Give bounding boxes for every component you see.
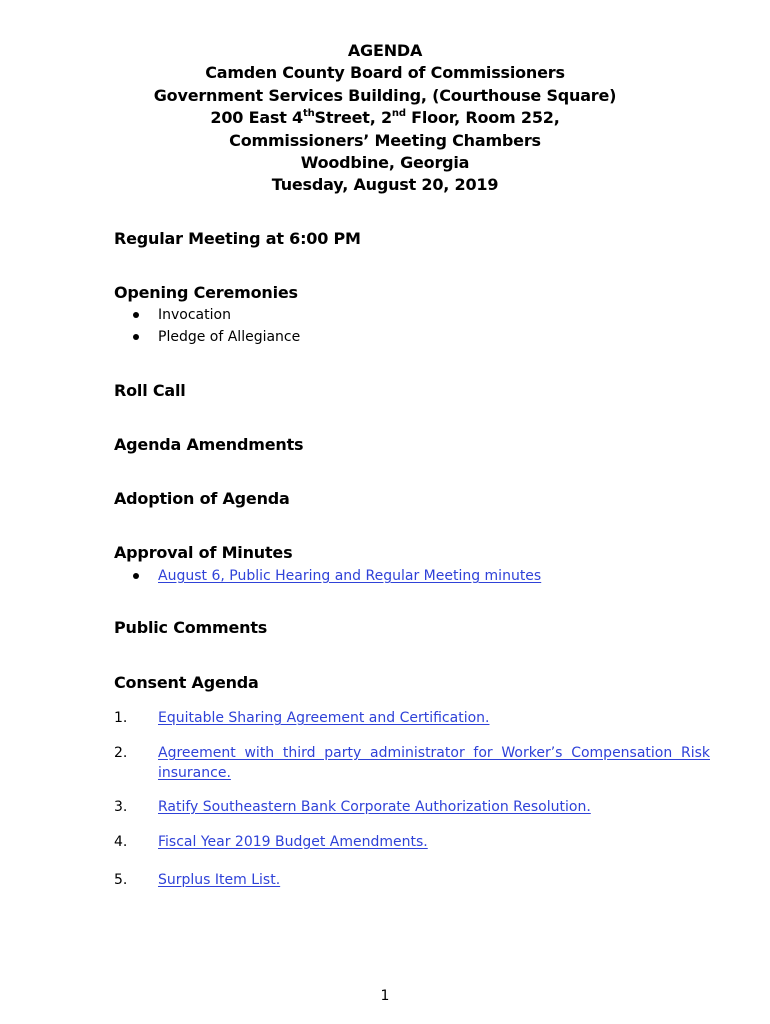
bullet-icon [133,312,139,318]
item-number: 2. [114,745,128,761]
list-item [114,326,300,348]
header-board-name: Camden County Board of Commissioners [205,63,565,83]
list-item [114,565,541,587]
item-number: 4. [114,834,128,850]
section-roll-call: Roll Call [114,381,186,400]
item-text [158,832,710,852]
section-public-comments: Public Comments [114,618,268,637]
address-part-1: 200 East 4 [210,108,303,128]
bullet-icon [133,573,139,579]
item-text [158,743,710,783]
item-text [158,797,710,817]
list-item-text: Invocation [158,307,231,323]
section-regular-meeting: Regular Meeting at 6:00 PM [114,229,361,248]
address-sup-nd: nd [391,107,406,119]
list-item [114,304,300,326]
link-line-2: insurance. [158,765,231,781]
header-city: Woodbine, Georgia [300,153,470,173]
page-number: 1 [380,988,390,1004]
address-part-2: Street, 2 [314,108,392,128]
surplus-item-list-link[interactable]: Surplus Item List. [158,872,281,888]
workers-comp-agreement-link[interactable] [158,743,710,783]
agenda-header [0,40,770,197]
opening-ceremonies-list [114,304,300,348]
item-text [158,708,710,728]
section-opening-ceremonies: Opening Ceremonies [114,283,298,302]
section-consent-agenda: Consent Agenda [114,673,259,692]
item-number: 1. [114,710,128,726]
header-chambers: Commissioners’ Meeting Chambers [229,130,541,150]
header-title: AGENDA [347,41,423,60]
link-line-1: Agreement with third party administrator for Worker’s Compensation Risk [158,745,710,761]
header-address [0,107,770,129]
southeastern-bank-resolution-link[interactable]: Ratify Southeastern Bank Corporate Authorization Resolution. [158,799,591,815]
list-item-text: Pledge of Allegiance [158,329,301,345]
section-approval-of-minutes: Approval of Minutes [114,543,293,562]
item-number: 3. [114,799,128,815]
address-part-3: Floor, Room 252, [405,108,560,128]
minutes-list [114,565,541,587]
header-building: Government Services Building, (Courthouse Square) [153,85,617,105]
minutes-link[interactable]: August 6, Public Hearing and Regular Meeting minutes [158,568,542,584]
address-sup-th: th [303,107,315,119]
budget-amendments-link[interactable]: Fiscal Year 2019 Budget Amendments. [158,834,428,850]
equitable-sharing-link[interactable]: Equitable Sharing Agreement and Certification. [158,710,490,726]
bullet-icon [133,334,139,340]
header-date: Tuesday, August 20, 2019 [271,175,499,195]
section-adoption-of-agenda: Adoption of Agenda [114,489,290,508]
section-agenda-amendments: Agenda Amendments [114,435,304,454]
item-text [158,870,710,890]
item-number: 5. [114,872,128,888]
